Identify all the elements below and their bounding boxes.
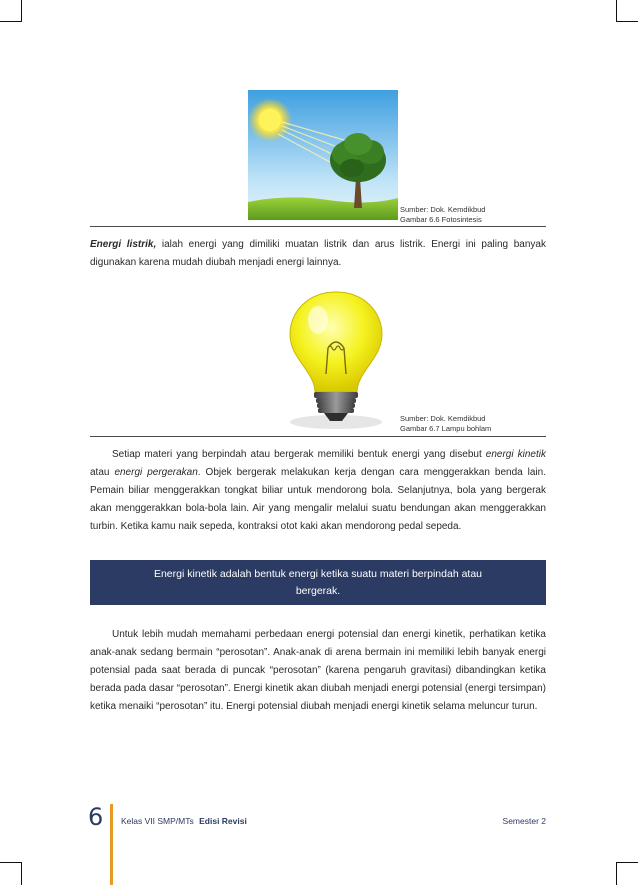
crop-mark [616, 863, 617, 885]
perosotan-text: Untuk lebih mudah memahami perbedaan energi potensial dan energi kinetik, perhatikan ketika anak-anak sedang bermain “perosotan”. Anak-anak di arena bermain ini memiliki lebih banyak energi potensial pada saat berada di puncak “perosotan” (karena pengaruh gravitasi) dibandingkan ketika berada pada dasar “perosotan”. Energi kinetik akan diubah menjadi energi potensial (energi tersimpan) ketika menaiki “perosotan” itu. Energi potensial diubah menjadi energi kinetik selama meluncur turun. [90, 629, 546, 712]
crop-mark [21, 0, 22, 22]
figure-caption: Gambar 6.7 Lampu bohlam [400, 424, 492, 433]
crop-mark [21, 863, 22, 885]
footer-accent-bar [110, 804, 113, 885]
footer-semester: Semester 2 [502, 816, 546, 826]
definition-callout [90, 560, 546, 605]
figure-caption: Gambar 6.6 Fotosintesis [400, 215, 482, 224]
energi-kinetik-paragraph [90, 446, 546, 536]
figure-6-7-caption [400, 414, 491, 434]
crop-mark [616, 0, 617, 22]
crop-mark [0, 862, 22, 863]
kinetik-text-2: atau [90, 467, 110, 478]
footer-book-title [121, 816, 247, 826]
energi-listrik-paragraph [90, 236, 546, 272]
kinetik-text-1: Setiap materi yang berpindah atau bergerak memiliki bentuk energi yang disebut [112, 449, 482, 460]
sun-icon [248, 98, 292, 142]
footer-edition: Edisi Revisi [199, 816, 247, 826]
energi-listrik-text: ialah energi yang dimiliki muatan listrik dan arus listrik. Energi ini paling banyak digunakan karena mudah diubah menjadi energi lainnya. [90, 239, 546, 268]
crop-mark [616, 21, 638, 22]
figure-rule [90, 226, 546, 227]
figure-rule [90, 436, 546, 437]
callout-text: Energi kinetik adalah bentuk energi ketika suatu materi berpindah atau bergerak. [153, 567, 483, 597]
perosotan-paragraph [90, 626, 546, 716]
figure-source: Sumber: Dok. Kemdikbud [400, 205, 486, 214]
crop-mark [616, 862, 638, 863]
page-number: 6 [88, 803, 104, 831]
kinetik-term-2: energi pergerakan [114, 467, 198, 478]
kinetik-text-3: . Objek bergerak melakukan kerja dengan cara menggerakkan benda lain. Pemain biliar menggerakkan tongkat biliar untuk mendorong bola. Selanjutnya, bola yang bergerak akan menggerakkan bola-bola lain. Air yang mengalir melalui suatu bendungan akan menggerakkan turbin. Ketika kamu naik sepeda, kontraksi otot kaki akan mendorong pedal sepeda. [90, 467, 546, 532]
figure-6-6-caption [400, 205, 485, 225]
light-bulb-figure [284, 288, 388, 430]
photosynthesis-figure [248, 90, 398, 220]
crop-mark [0, 21, 22, 22]
energi-listrik-term: Energi listrik, [90, 239, 157, 250]
footer-book: Kelas VII SMP/MTs [121, 816, 194, 826]
kinetik-term-1: energi kinetik [485, 449, 546, 460]
light-bulb-icon [290, 292, 382, 421]
figure-source: Sumber: Dok. Kemdikbud [400, 414, 486, 423]
